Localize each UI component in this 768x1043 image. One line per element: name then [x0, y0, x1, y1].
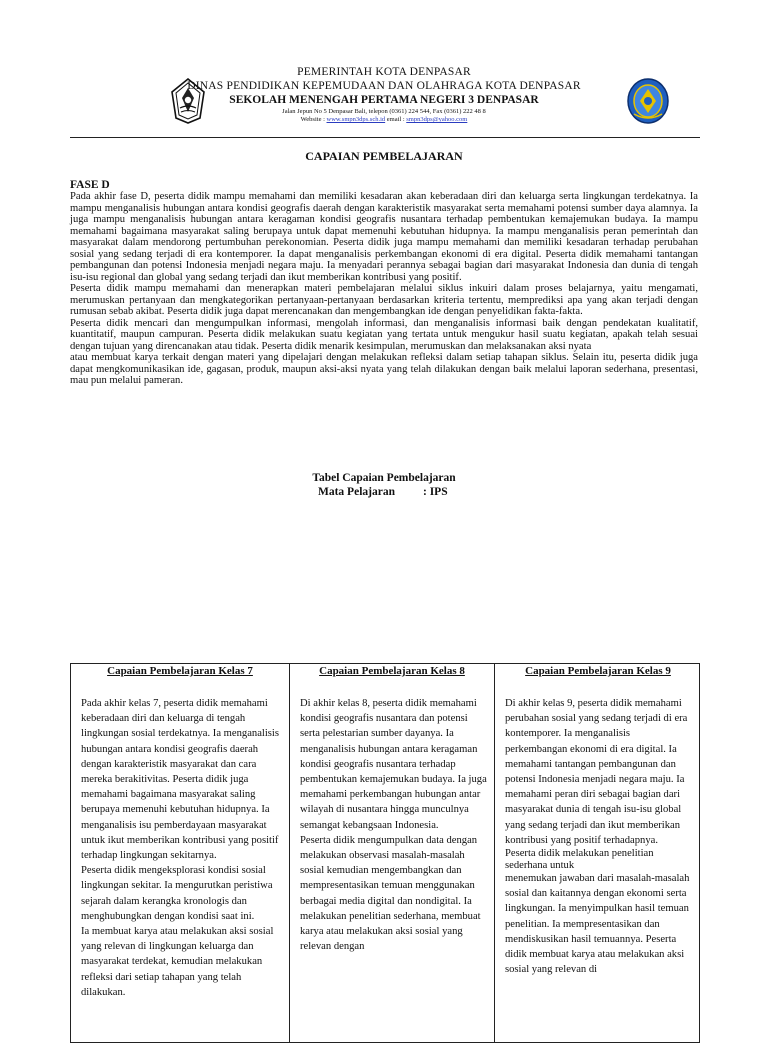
website-link[interactable]: www.smpn3dps.sch.id — [326, 116, 386, 123]
phase-heading: FASE D — [70, 179, 110, 191]
table-column-grade-7 — [71, 664, 290, 1042]
column-body — [290, 696, 494, 954]
column-header: Capaian Pembelajaran Kelas 8 — [319, 665, 465, 677]
website-label: Website : — [300, 116, 325, 123]
paragraph: atau membuat karya terkait dengan materi yang dipelajari dengan melakukan refleksi dalam setiap tahapan siklus. Selain itu, peserta didik juga dapat mengkomunikasikan ide, gagasan, produk, maupun aksi-aksi nyata yang telah dilakukan dengan baik melalui laporan sederhana, presentasi, mau pun melalui pameran. — [70, 352, 698, 386]
table-column-grade-9 — [495, 664, 701, 1042]
department-name: DINAS PENDIDIKAN KEPEMUDAAN DAN OLAHRAGA KOTA DENPASAR — [187, 80, 581, 92]
column-body — [495, 696, 701, 977]
email-label: email : — [386, 116, 405, 123]
school-contact — [160, 116, 608, 123]
school-address: Jalan Jepun No 5 Denpasar Bali, telepon (0361) 224 544, Fax (0361) 222 48 8 — [282, 108, 486, 115]
government-name: PEMERINTAH KOTA DENPASAR — [297, 66, 471, 78]
cell-paragraph: Di akhir kelas 9, peserta didik memahami perubahan sosial yang sedang terjadi di era kontemporer. Ia menganalisis perkembangan ekonomi di era digital. Ia memahami tantangan pembangunan dan potensi Indonesia menjadi negara maju. Ia memahami peran diri sebagai bagian dari masyarakat dunia di tengah isu-isu global yang sedang terjadi dan ikut memberikan kontribusi yang positif terhadapnya. — [505, 698, 688, 846]
cell-paragraph: Peserta didik mengeksplorasi kondisi sosial lingkungan sekitar. Ia mengurutkan peristiwa sejarah dalam kerangka kronologis dan menghubungkan dengan kondisi saat ini. — [81, 865, 273, 922]
subject-value: : IPS — [423, 486, 448, 498]
subject-label: Mata Pelajaran — [318, 486, 395, 498]
cell-paragraph: Ia membuat karya atau melakukan aksi sosial yang relevan di lingkungan keluarga dan masyarakat terdekat, kemudian melakukan refleksi dari setiap tahapan yang telah dilakukan. — [81, 926, 274, 998]
cell-paragraph: Pada akhir kelas 7, peserta didik memahami keberadaan diri dan keluarga di tengah lingkungan sosial terdekatnya. Ia menganalisis hubungan antara kondisi geografis daerah dengan karakteristik masyarakat dan cara mereka berakitivitas. Peserta didik juga memahami bagaimana masyarakat saling berupaya memenuhi kebutuhan hidupnya. Ia menganalisis isu pemberdayaan masyarakat untuk ikut memberikan kontribusi yang positif terhadap lingkungan sekitarnya. — [81, 698, 279, 862]
column-body — [71, 696, 289, 1000]
cell-paragraph: Di akhir kelas 8, peserta didik memahami kondisi geografis nusantara dan potensi serta pelestarian sumber dayanya. Ia menganalisis hubungan antara keragaman kondisi geografis nusantara terhadap pembentukan kemajemukan budaya. Ia juga memahami perkembangan hubungan antar wilayah di nusantara hingga munculnya semangat kebangsaan Indonesia. — [300, 698, 487, 831]
column-header: Capaian Pembelajaran Kelas 7 — [107, 665, 253, 677]
paragraph: Peserta didik mampu memahami dan menerapkan materi pembelajaran melalui siklus inkuiri dalam proses belajarnya, yaitu mengamati, merumuskan pertanyaan dan mengkategorikan pertanyaan-pertanyaan berdasarkan kriteria tertentu, memprediksi apa yang akan terjadi dengan rumusan sebab akibat. Peserta didik juga dapat merencanakan dan mengembangkan ide dengan penyelidikan fakta-fakta. — [70, 283, 698, 317]
letterhead-divider — [70, 137, 700, 138]
cell-paragraph: Peserta didik mengumpulkan data dengan melakukan observasi masalah-masalah sosial kemudian mengembangkan dan mempresentasikan temuan menggunakan berbagai media digital dan nondigital. Ia melakukan penelitian sederhana, membuat karya atau melakukan aksi sosial yang relevan dengan — [300, 834, 481, 953]
paragraph: Peserta didik mencari dan mengumpulkan informasi, mengolah informasi, dan menganalisis informasi baik dengan pendekatan kualitatif, kuantitatif, maupun campuran. Peserta didik melakukan suatu kegiatan yang tertata untuk mengukur hasil suatu kegiatan, apakah telah sesuai dengan tujuan yang direncanakan atau tidak. Peserta didik menarik kesimpulan, merumuskan dan melaksanakan aksi nyata — [70, 317, 698, 352]
table-column-grade-8 — [290, 664, 495, 1042]
table-title: Tabel Capaian Pembelajaran — [312, 472, 456, 484]
email-link[interactable]: smpn3dps@yahoo.com — [406, 116, 468, 123]
phase-description — [70, 191, 698, 387]
paragraph: Pada akhir fase D, peserta didik mampu memahami dan memiliki kesadaran akan keberadaan diri dan keluarga serta lingkungan terdekatnya. Ia mampu menganalisis hubungan antara kondisi geografis daerah dengan karakteristik masyarakat serta memahami potensi sumber daya alamnya. Ia juga mampu menganalisis hubungan antara keragaman kondisi geografis nusantara terhadap pembentukan kemajemukan budaya. Ia mampu memahami bagaimana masyarakat saling berupaya untuk dapat memenuhi kebutuhan hidupnya. Ia mampu menganalisis peran pemerintah dan masyarakat dalam mendorong pertumbuhan perekonomian. Peserta didik juga mampu memahami dan memiliki kesadaran terhadap perubahan sosial yang sedang terjadi di era kontemporer. Ia dapat menganalisis perkembangan ekonomi di era digital. Peserta didik memahami tantangan pembangunan dan potensi Indonesia menjadi negara maju. Ia menyadari perannya sebagai bagian dari masyarakat Indonesia dan dunia di tengah isu-isu regional dan global yang sedang terjadi dan ikut memberikan kontribusi yang positif. — [70, 191, 698, 283]
learning-outcomes-table — [70, 663, 700, 1043]
school-name: SEKOLAH MENENGAH PERTAMA NEGERI 3 DENPASAR — [229, 94, 539, 106]
document-title: CAPAIAN PEMBELAJARAN — [305, 149, 463, 163]
letterhead — [0, 66, 768, 128]
cell-paragraph: Peserta didik melakukan penelitian sederhana untuk — [505, 848, 654, 871]
subject-line — [318, 486, 448, 498]
cell-paragraph: menemukan jawaban dari masalah-masalah sosial dan kaitannya dengan ekonomi serta lingkungan. Ia menyimpulkan hasil temuan penelitian. Ia mempresentasikan dan mendiskusikan hasil temuannya. Peserta didik membuat karya atau melakukan aksi sosial yang relevan di — [505, 873, 690, 976]
column-header: Capaian Pembelajaran Kelas 9 — [525, 665, 671, 677]
